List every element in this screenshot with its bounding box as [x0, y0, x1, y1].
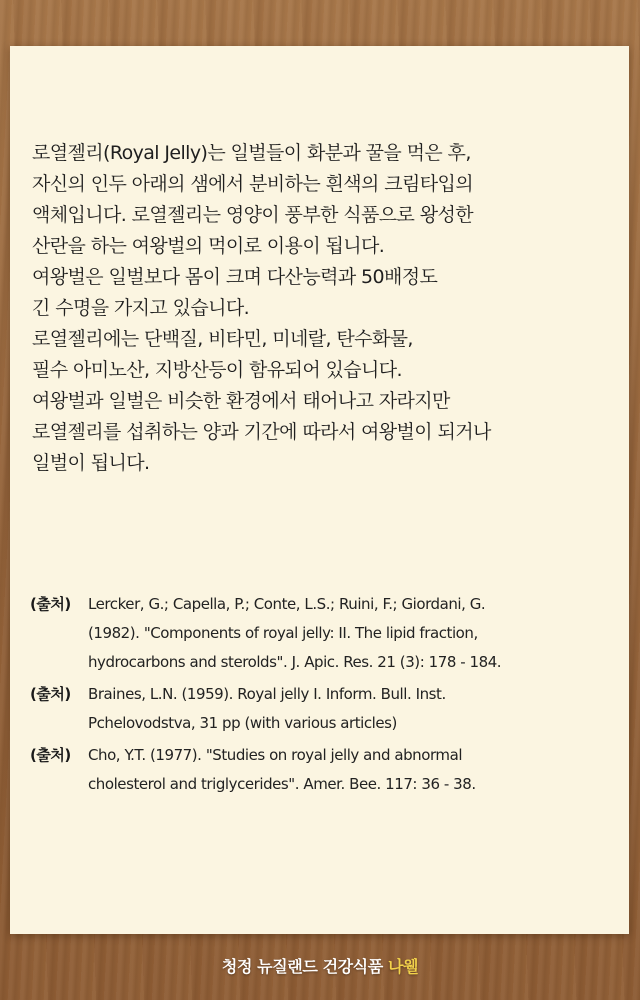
references-list [30, 590, 625, 802]
footer-tagline: 청정 뉴질랜드 건강식품 [221, 957, 383, 976]
body-line: 자신의 인두 아래의 샘에서 분비하는 흰색의 크림타입의 [32, 173, 473, 195]
body-line: 산란을 하는 여왕벌의 먹이로 이용이 됩니다. [32, 235, 385, 257]
body-line: 로열젤리에는 단백질, 비타민, 미네랄, 탄수화물, [32, 328, 413, 350]
royal-jelly-description [32, 138, 612, 479]
reference-line: Pchelovodstva, 31 pp (with various articles) [88, 714, 397, 732]
reference-label: (출처) [30, 685, 71, 703]
reference-label: (출처) [30, 595, 71, 613]
reference-line: Lercker, G.; Capella, P.; Conte, L.S.; Ruini, F.; Giordani, G. [88, 595, 486, 613]
body-line: 필수 아미노산, 지방산등이 함유되어 있습니다. [32, 359, 402, 381]
reference-item [30, 741, 625, 799]
body-line: 로열젤리를 섭취하는 양과 기간에 따라서 여왕벌이 되거나 [32, 421, 491, 443]
body-line: 일벌이 됩니다. [32, 452, 150, 474]
paper-card [10, 46, 629, 934]
footer-brand-line [0, 954, 640, 977]
reference-item [30, 590, 625, 677]
body-line: 로열젤리(Royal Jelly)는 일벌들이 화분과 꿀을 먹은 후, [32, 142, 471, 164]
reference-line: Braines, L.N. (1959). Royal jelly I. Inform. Bull. Inst. [88, 685, 446, 703]
reference-line: cholesterol and triglycerides". Amer. Bee. 117: 36 - 38. [88, 775, 476, 793]
reference-line: hydrocarbons and sterolds". J. Apic. Res. 21 (3): 178 - 184. [88, 653, 502, 671]
reference-line: (1982). "Components of royal jelly: II. The lipid fraction, [88, 624, 478, 642]
body-line: 여왕벌과 일벌은 비슷한 환경에서 태어나고 자라지만 [32, 390, 450, 412]
body-line: 액체입니다. 로열젤리는 영양이 풍부한 식품으로 왕성한 [32, 204, 473, 226]
reference-label: (출처) [30, 746, 71, 764]
reference-line: Cho, Y.T. (1977). "Studies on royal jelly and abnormal [88, 746, 463, 764]
body-line: 긴 수명을 가지고 있습니다. [32, 297, 250, 319]
reference-item [30, 680, 625, 738]
brand-name: 나웰 [387, 957, 419, 976]
body-line: 여왕벌은 일벌보다 몸이 크며 다산능력과 50배정도 [32, 266, 438, 288]
